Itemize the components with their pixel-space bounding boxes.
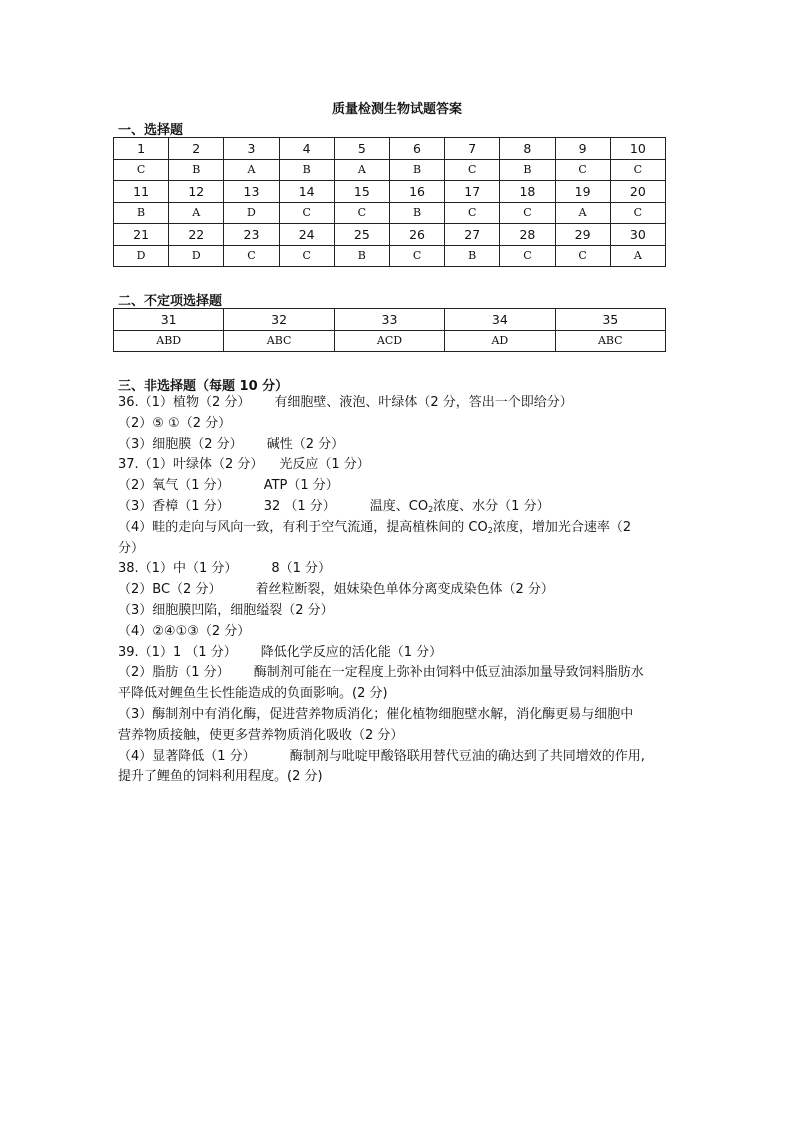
answer-text: （2）脂肪（1 分） (118, 665, 230, 681)
table-row (114, 181, 666, 203)
answer-cell: B (169, 159, 224, 181)
answer-line (118, 435, 678, 456)
answer-cell: C (610, 202, 665, 224)
answer-text: （3）香樟（1 分） (118, 498, 230, 514)
answer-line (118, 663, 678, 684)
question-number-cell: 25 (334, 224, 389, 246)
answer-cell: B (334, 245, 389, 267)
answer-line (118, 726, 678, 747)
question-number-cell: 16 (389, 181, 444, 203)
question-number-cell: 23 (224, 224, 279, 246)
answer-line (118, 684, 678, 705)
question-number-cell: 32 (224, 309, 334, 331)
subscript-text: 2 (487, 525, 493, 535)
question-number-cell: 35 (555, 309, 665, 331)
question-number-cell: 17 (445, 181, 500, 203)
answer-line (118, 705, 678, 726)
answer-text: 37.（1）叶绿体（2 分） (118, 457, 264, 473)
answer-text: 营养物质接触，使更多营养物质消化吸收（2 分） (118, 727, 404, 743)
answer-cell: B (389, 159, 444, 181)
question-number-cell: 9 (555, 138, 610, 160)
question-number-cell: 5 (334, 138, 389, 160)
question-number-cell: 27 (445, 224, 500, 246)
question-number-cell: 12 (169, 181, 224, 203)
question-number-cell: 15 (334, 181, 389, 203)
table-row (114, 245, 666, 267)
answer-text: 39.（1）1 （1 分） (118, 644, 237, 660)
answer-line (118, 455, 678, 476)
answer-cell: D (114, 245, 169, 267)
answer-line (118, 767, 678, 788)
answer-text: （4）显著降低（1 分） (118, 748, 256, 764)
question-number-cell: 19 (555, 181, 610, 203)
answer-text: （2）氧气（1 分） (118, 478, 230, 494)
answer-cell: ABD (114, 330, 224, 352)
answer-text: 提升了鲤鱼的饲料利用程度。(2 分) (118, 769, 323, 785)
answer-line (118, 476, 678, 497)
answer-text: 38.（1）中（1 分） (118, 561, 238, 577)
answer-cell: A (610, 245, 665, 267)
answer-text: 有细胞壁、液泡、叶绿体（2 分，答出一个即给分） (274, 395, 573, 410)
answer-cell: AD (445, 330, 555, 352)
answer-cell: C (389, 245, 444, 267)
answer-text: （2）⑤ ①（2 分） (118, 415, 232, 431)
question-number-cell: 20 (610, 181, 665, 203)
answer-text: 酶制剂可能在一定程度上弥补由饲料中低豆油添加量导致饲料脂肪水 (253, 665, 644, 681)
answer-line (118, 747, 678, 768)
answer-line (118, 393, 678, 414)
answer-cell: B (114, 202, 169, 224)
answer-line (118, 580, 678, 601)
answer-text: 8（1 分） (271, 561, 332, 577)
answer-cell: C (500, 245, 555, 267)
question-number-cell: 33 (334, 309, 444, 331)
answer-cell: C (555, 159, 610, 181)
question-number-cell: 30 (610, 224, 665, 246)
answer-line (118, 539, 678, 560)
question-number-cell: 10 (610, 138, 665, 160)
question-number-cell: 8 (500, 138, 555, 160)
question-number-cell: 2 (169, 138, 224, 160)
answer-text: 浓度，增加光合速率（2 (492, 519, 632, 535)
question-number-cell: 28 (500, 224, 555, 246)
answer-cell: C (555, 245, 610, 267)
answer-cell: C (445, 202, 500, 224)
question-number-cell: 26 (389, 224, 444, 246)
page-title: 质量检测生物试题答案 (331, 102, 462, 117)
answer-text: （3）细胞膜凹陷，细胞缢裂（2 分） (118, 602, 334, 618)
question-number-cell: 34 (445, 309, 555, 331)
answer-cell: C (279, 245, 334, 267)
subscript-text: 2 (428, 504, 434, 514)
answer-cell: A (555, 202, 610, 224)
answer-cell: B (279, 159, 334, 181)
table-row (114, 330, 666, 352)
answer-text: 32 （1 分） (263, 498, 336, 514)
section-heading-non-choice: 三、非选择题（每题 10 分） (118, 379, 289, 394)
answer-line (118, 601, 678, 622)
answer-text: 着丝粒断裂，姐妹染色单体分离变成染色体（2 分） (255, 582, 554, 598)
answer-line (118, 518, 678, 539)
multi-select-answer-table (113, 308, 666, 352)
non-choice-answers (118, 393, 678, 788)
table-row (114, 202, 666, 224)
question-number-cell: 3 (224, 138, 279, 160)
table-row (114, 309, 666, 331)
answer-line (118, 643, 678, 664)
section-heading-multi-select: 二、不定项选择题 (118, 294, 223, 309)
answer-cell: D (224, 202, 279, 224)
answer-cell: C (224, 245, 279, 267)
answer-cell: C (445, 159, 500, 181)
answer-cell: D (169, 245, 224, 267)
answer-text: 36.（1）植物（2 分） (118, 395, 251, 410)
question-number-cell: 11 (114, 181, 169, 203)
answer-text: 碱性（2 分） (266, 436, 345, 452)
answer-cell: C (279, 202, 334, 224)
answer-cell: A (169, 202, 224, 224)
multiple-choice-answer-table (113, 137, 666, 267)
answer-text: （3）酶制剂中有消化酶，促进营养物质消化；催化植物细胞壁水解，消化酶更易与细胞中 (118, 706, 634, 722)
table-row (114, 224, 666, 246)
answer-text: 降低化学反应的活化能（1 分） (260, 644, 443, 660)
answer-cell: C (500, 202, 555, 224)
answer-cell: A (224, 159, 279, 181)
question-number-cell: 14 (279, 181, 334, 203)
question-number-cell: 21 (114, 224, 169, 246)
answer-line (118, 559, 678, 580)
answer-cell: B (389, 202, 444, 224)
question-number-cell: 29 (555, 224, 610, 246)
answer-line (118, 622, 678, 643)
answer-text: 分） (118, 540, 145, 556)
answer-cell: C (114, 159, 169, 181)
question-number-cell: 18 (500, 181, 555, 203)
answer-text: （2）BC（2 分） (118, 582, 222, 598)
question-number-cell: 7 (445, 138, 500, 160)
answer-cell: C (610, 159, 665, 181)
question-number-cell: 24 (279, 224, 334, 246)
answer-text: ATP（1 分） (263, 478, 339, 494)
answer-cell: B (445, 245, 500, 267)
answer-line (118, 497, 678, 518)
answer-text: 光反应（1 分） (279, 457, 370, 473)
section-heading-multiple-choice: 一、选择题 (118, 123, 184, 138)
answer-text: （4）畦的走向与风向一致，有利于空气流通，提高植株间的 CO (118, 519, 488, 535)
table-row (114, 138, 666, 160)
question-number-cell: 31 (114, 309, 224, 331)
question-number-cell: 6 (389, 138, 444, 160)
answer-cell: B (500, 159, 555, 181)
answer-line (118, 414, 678, 435)
question-number-cell: 22 (169, 224, 224, 246)
answer-text: （4）②④①③（2 分） (118, 623, 251, 639)
answer-cell: A (334, 159, 389, 181)
answer-cell: ABC (555, 330, 665, 352)
answer-cell: ACD (334, 330, 444, 352)
answer-text: 平降低对鲤鱼生长性能造成的负面影响。(2 分) (118, 686, 388, 702)
answer-text: 酶制剂与吡啶甲酸铬联用替代豆油的确达到了共同增效的作用, (289, 748, 645, 764)
answer-text: 浓度、水分（1 分） (433, 498, 550, 514)
answer-text: 温度、CO (369, 498, 429, 514)
question-number-cell: 1 (114, 138, 169, 160)
question-number-cell: 13 (224, 181, 279, 203)
table-row (114, 159, 666, 181)
answer-cell: C (334, 202, 389, 224)
answer-cell: ABC (224, 330, 334, 352)
question-number-cell: 4 (279, 138, 334, 160)
answer-text: （3）细胞膜（2 分） (118, 436, 243, 452)
